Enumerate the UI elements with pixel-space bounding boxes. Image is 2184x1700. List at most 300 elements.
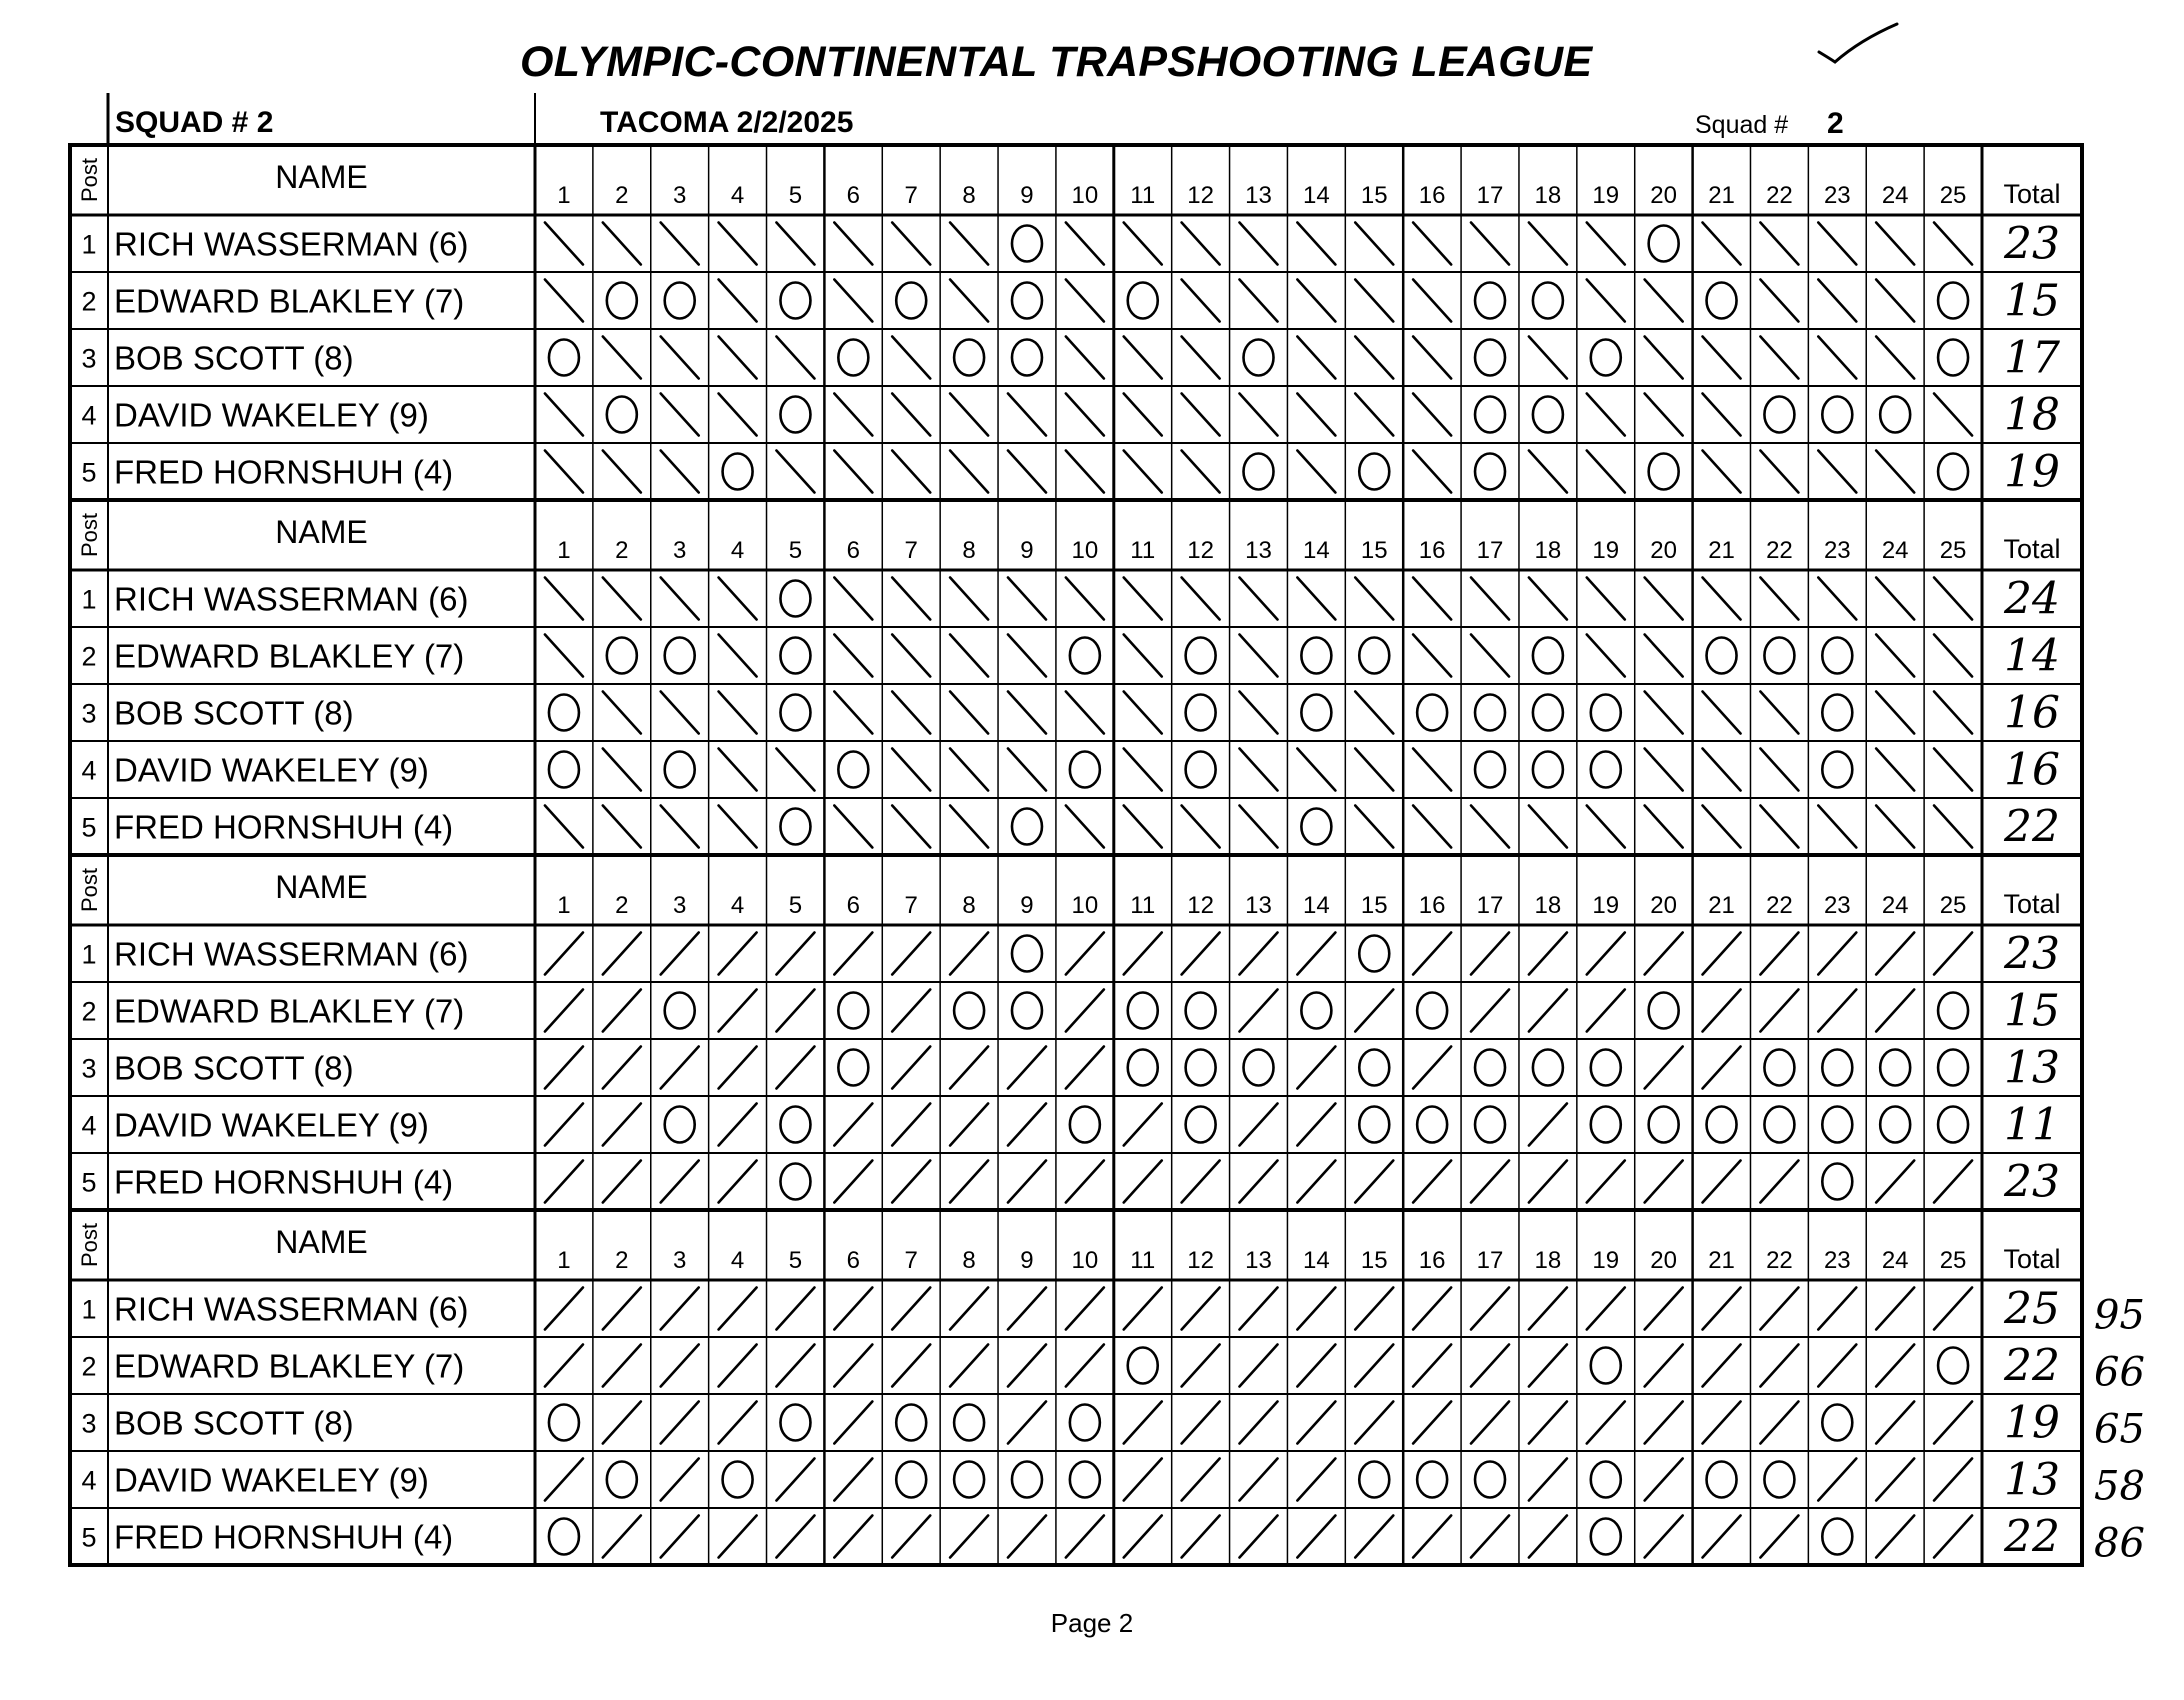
league-title: OLYMPIC-CONTINENTAL TRAPSHOOTING LEAGUE bbox=[520, 38, 1593, 86]
venue-date: TACOMA 2/2/2025 bbox=[600, 106, 854, 139]
target-number: 5 bbox=[788, 1247, 803, 1274]
shooter-row bbox=[81, 986, 2060, 1037]
missed-target-mark bbox=[1012, 809, 1042, 845]
hit-target-mark bbox=[1760, 223, 1798, 265]
target-number: 25 bbox=[1939, 1247, 1967, 1274]
hit-target-mark bbox=[719, 394, 757, 436]
round-total: 15 bbox=[2004, 985, 2060, 1037]
hit-target-mark bbox=[719, 1288, 757, 1330]
shooter-name: BOB SCOTT (8) bbox=[114, 339, 354, 377]
hit-target-mark bbox=[950, 1104, 988, 1146]
hit-target-mark bbox=[892, 1161, 930, 1203]
total-header: Total bbox=[2003, 889, 2061, 919]
hit-target-mark bbox=[1297, 451, 1335, 493]
hit-target-mark bbox=[1355, 692, 1393, 734]
hit-target-mark bbox=[1240, 578, 1278, 620]
hit-target-mark bbox=[1297, 749, 1335, 791]
hit-target-mark bbox=[1471, 806, 1509, 848]
hit-target-mark bbox=[1587, 1161, 1625, 1203]
hit-target-mark bbox=[1182, 1459, 1220, 1501]
missed-target-mark bbox=[838, 752, 868, 788]
hit-target-mark bbox=[661, 1402, 699, 1444]
hit-target-mark bbox=[1587, 806, 1625, 848]
hit-target-mark bbox=[545, 1161, 583, 1203]
hit-target-mark bbox=[1355, 1402, 1393, 1444]
hit-target-mark bbox=[1124, 933, 1162, 975]
hit-target-mark bbox=[834, 578, 872, 620]
hit-target-mark bbox=[1645, 1288, 1683, 1330]
name-header: NAME bbox=[275, 1224, 368, 1260]
missed-target-mark bbox=[1186, 752, 1216, 788]
target-number: 2 bbox=[615, 182, 629, 209]
target-number: 9 bbox=[1020, 1247, 1034, 1274]
shooter-name: EDWARD BLAKLEY (7) bbox=[114, 992, 465, 1030]
shooter-row bbox=[81, 1100, 2060, 1151]
missed-target-mark bbox=[1301, 993, 1331, 1029]
shooter-row bbox=[81, 802, 2060, 853]
missed-target-mark bbox=[1186, 638, 1216, 674]
hit-target-mark bbox=[1066, 806, 1104, 848]
hit-target-mark bbox=[1355, 280, 1393, 322]
hit-target-mark bbox=[892, 1288, 930, 1330]
missed-target-mark bbox=[1475, 283, 1505, 319]
hit-target-mark bbox=[1240, 806, 1278, 848]
hit-target-mark bbox=[1760, 1161, 1798, 1203]
round-total: 25 bbox=[2004, 1283, 2060, 1335]
round-block bbox=[70, 1210, 2145, 1567]
season-total: 95 bbox=[2094, 1292, 2145, 1339]
hit-target-mark bbox=[776, 1345, 814, 1387]
hit-target-mark bbox=[1182, 578, 1220, 620]
hit-target-mark bbox=[1818, 280, 1856, 322]
hit-target-mark bbox=[1934, 749, 1972, 791]
missed-target-mark bbox=[1649, 993, 1679, 1029]
target-number: 15 bbox=[1360, 892, 1388, 919]
target-number: 10 bbox=[1071, 892, 1099, 919]
hit-target-mark bbox=[1587, 990, 1625, 1032]
target-number: 7 bbox=[904, 182, 918, 209]
missed-target-mark bbox=[1186, 695, 1216, 731]
round-total: 18 bbox=[2004, 389, 2060, 441]
hit-target-mark bbox=[1529, 1288, 1567, 1330]
hit-target-mark bbox=[834, 1516, 872, 1558]
hit-target-mark bbox=[661, 933, 699, 975]
hit-target-mark bbox=[1355, 223, 1393, 265]
missed-target-mark bbox=[1822, 397, 1852, 433]
hit-target-mark bbox=[1703, 749, 1741, 791]
target-number: 20 bbox=[1650, 537, 1678, 564]
hit-target-mark bbox=[1066, 1047, 1104, 1089]
target-number: 12 bbox=[1187, 892, 1214, 919]
target-number: 5 bbox=[788, 537, 803, 564]
hit-target-mark bbox=[719, 692, 757, 734]
missed-target-mark bbox=[1533, 695, 1563, 731]
hit-target-mark bbox=[1413, 1047, 1451, 1089]
missed-target-mark bbox=[1070, 1405, 1100, 1441]
hit-target-mark bbox=[1471, 933, 1509, 975]
missed-target-mark bbox=[1591, 695, 1621, 731]
shooter-name: RICH WASSERMAN (6) bbox=[114, 1290, 469, 1328]
hit-target-mark bbox=[1297, 280, 1335, 322]
hit-target-mark bbox=[776, 1516, 814, 1558]
hit-target-mark bbox=[892, 692, 930, 734]
missed-target-mark bbox=[1475, 752, 1505, 788]
round-total: 22 bbox=[2004, 1511, 2060, 1563]
hit-target-mark bbox=[1413, 1161, 1451, 1203]
missed-target-mark bbox=[1764, 397, 1794, 433]
missed-target-mark bbox=[1591, 752, 1621, 788]
hit-target-mark bbox=[1703, 337, 1741, 379]
missed-target-mark bbox=[1186, 993, 1216, 1029]
missed-target-mark bbox=[838, 340, 868, 376]
hit-target-mark bbox=[834, 1459, 872, 1501]
hit-target-mark bbox=[1876, 806, 1914, 848]
hit-target-mark bbox=[1240, 635, 1278, 677]
hit-target-mark bbox=[834, 1104, 872, 1146]
hit-target-mark bbox=[1645, 1047, 1683, 1089]
hit-target-mark bbox=[545, 1047, 583, 1089]
hit-target-mark bbox=[1182, 1516, 1220, 1558]
hit-target-mark bbox=[1934, 1516, 1972, 1558]
hit-target-mark bbox=[1355, 1161, 1393, 1203]
hit-target-mark bbox=[1413, 337, 1451, 379]
hit-target-mark bbox=[1413, 394, 1451, 436]
missed-target-mark bbox=[780, 695, 810, 731]
hit-target-mark bbox=[834, 933, 872, 975]
hit-target-mark bbox=[1355, 1288, 1393, 1330]
hit-target-mark bbox=[1645, 635, 1683, 677]
hit-target-mark bbox=[1297, 223, 1335, 265]
target-number: 18 bbox=[1534, 182, 1562, 209]
hit-target-mark bbox=[1182, 806, 1220, 848]
missed-target-mark bbox=[1475, 1462, 1505, 1498]
hit-target-mark bbox=[545, 451, 583, 493]
hit-target-mark bbox=[1529, 933, 1567, 975]
hit-target-mark bbox=[1876, 1516, 1914, 1558]
hit-target-mark bbox=[1529, 1161, 1567, 1203]
hit-target-mark bbox=[1818, 1459, 1856, 1501]
target-number: 15 bbox=[1360, 537, 1388, 564]
target-number: 4 bbox=[730, 892, 745, 919]
hit-target-mark bbox=[1124, 1288, 1162, 1330]
missed-target-mark bbox=[780, 283, 810, 319]
hit-target-mark bbox=[1240, 1345, 1278, 1387]
missed-target-mark bbox=[607, 283, 637, 319]
shooter-name: DAVID WAKELEY (9) bbox=[114, 1461, 429, 1499]
shooter-row bbox=[81, 1157, 2060, 1208]
hit-target-mark bbox=[1297, 1402, 1335, 1444]
hit-target-mark bbox=[603, 451, 641, 493]
target-number: 17 bbox=[1476, 182, 1504, 209]
target-number: 1 bbox=[557, 1247, 571, 1274]
missed-target-mark bbox=[1012, 226, 1042, 262]
hit-target-mark bbox=[1066, 1288, 1104, 1330]
target-number: 15 bbox=[1360, 1247, 1388, 1274]
missed-target-mark bbox=[665, 752, 695, 788]
hit-target-mark bbox=[603, 1288, 641, 1330]
target-number: 21 bbox=[1708, 537, 1735, 564]
missed-target-mark bbox=[1301, 809, 1331, 845]
hit-target-mark bbox=[1124, 635, 1162, 677]
hit-target-mark bbox=[545, 280, 583, 322]
post-header: Post bbox=[77, 157, 102, 203]
missed-target-mark bbox=[1359, 1462, 1389, 1498]
target-number: 12 bbox=[1187, 1247, 1214, 1274]
hit-target-mark bbox=[719, 635, 757, 677]
hit-target-mark bbox=[1760, 990, 1798, 1032]
hit-target-mark bbox=[1818, 933, 1856, 975]
hit-target-mark bbox=[1529, 1516, 1567, 1558]
hit-target-mark bbox=[834, 692, 872, 734]
hit-target-mark bbox=[1124, 578, 1162, 620]
hit-target-mark bbox=[1413, 223, 1451, 265]
hit-target-mark bbox=[1413, 806, 1451, 848]
missed-target-mark bbox=[1012, 340, 1042, 376]
missed-target-mark bbox=[1822, 1519, 1852, 1555]
post-number: 4 bbox=[81, 755, 97, 786]
post-number: 1 bbox=[81, 939, 97, 970]
hit-target-mark bbox=[719, 337, 757, 379]
hit-target-mark bbox=[1413, 1345, 1451, 1387]
missed-target-mark bbox=[954, 1462, 984, 1498]
hit-target-mark bbox=[1703, 394, 1741, 436]
hit-target-mark bbox=[892, 1104, 930, 1146]
hit-target-mark bbox=[1529, 578, 1567, 620]
hit-target-mark bbox=[719, 223, 757, 265]
missed-target-mark bbox=[1359, 638, 1389, 674]
target-number: 11 bbox=[1130, 892, 1156, 919]
hit-target-mark bbox=[1008, 749, 1046, 791]
hit-target-mark bbox=[1182, 1402, 1220, 1444]
hit-target-mark bbox=[892, 223, 930, 265]
missed-target-mark bbox=[1880, 1107, 1910, 1143]
hit-target-mark bbox=[1760, 451, 1798, 493]
hit-target-mark bbox=[776, 337, 814, 379]
hit-target-mark bbox=[1645, 933, 1683, 975]
hit-target-mark bbox=[1008, 1161, 1046, 1203]
hit-target-mark bbox=[1703, 990, 1741, 1032]
hit-target-mark bbox=[603, 692, 641, 734]
hit-target-mark bbox=[892, 749, 930, 791]
hit-target-mark bbox=[834, 806, 872, 848]
post-number: 1 bbox=[81, 229, 97, 260]
hit-target-mark bbox=[950, 578, 988, 620]
shooter-row bbox=[81, 929, 2060, 980]
hit-target-mark bbox=[1066, 337, 1104, 379]
hit-target-mark bbox=[1760, 1516, 1798, 1558]
hit-target-mark bbox=[661, 1288, 699, 1330]
hit-target-mark bbox=[1818, 223, 1856, 265]
hit-target-mark bbox=[1066, 933, 1104, 975]
hit-target-mark bbox=[1587, 933, 1625, 975]
squad-number-value: 2 bbox=[1827, 107, 1844, 140]
target-number: 25 bbox=[1939, 892, 1967, 919]
hit-target-mark bbox=[661, 578, 699, 620]
hit-target-mark bbox=[1413, 451, 1451, 493]
target-number: 19 bbox=[1592, 182, 1620, 209]
target-number: 16 bbox=[1418, 182, 1446, 209]
hit-target-mark bbox=[1876, 692, 1914, 734]
hit-target-mark bbox=[950, 692, 988, 734]
name-header: NAME bbox=[275, 514, 368, 550]
hit-target-mark bbox=[1471, 1516, 1509, 1558]
hit-target-mark bbox=[1471, 223, 1509, 265]
target-number: 20 bbox=[1650, 1247, 1678, 1274]
hit-target-mark bbox=[892, 1345, 930, 1387]
hit-target-mark bbox=[661, 337, 699, 379]
hit-target-mark bbox=[1124, 223, 1162, 265]
hit-target-mark bbox=[1182, 223, 1220, 265]
hit-target-mark bbox=[834, 394, 872, 436]
target-number: 3 bbox=[673, 537, 687, 564]
hit-target-mark bbox=[1934, 223, 1972, 265]
total-header: Total bbox=[2003, 1244, 2061, 1274]
hit-target-mark bbox=[545, 1345, 583, 1387]
hit-target-mark bbox=[834, 223, 872, 265]
target-number: 13 bbox=[1245, 1247, 1272, 1274]
missed-target-mark bbox=[896, 1405, 926, 1441]
squad-number-label: Squad # bbox=[1695, 111, 1789, 139]
hit-target-mark bbox=[1413, 280, 1451, 322]
hit-target-mark bbox=[1182, 280, 1220, 322]
hit-target-mark bbox=[1529, 1459, 1567, 1501]
target-number: 8 bbox=[962, 182, 976, 209]
missed-target-mark bbox=[1244, 340, 1274, 376]
hit-target-mark bbox=[603, 806, 641, 848]
hit-target-mark bbox=[1297, 578, 1335, 620]
post-number: 5 bbox=[81, 457, 97, 488]
hit-target-mark bbox=[603, 1104, 641, 1146]
missed-target-mark bbox=[1707, 1107, 1737, 1143]
hit-target-mark bbox=[1876, 578, 1914, 620]
hit-target-mark bbox=[1876, 1402, 1914, 1444]
hit-target-mark bbox=[719, 1516, 757, 1558]
missed-target-mark bbox=[780, 581, 810, 617]
target-number: 20 bbox=[1650, 892, 1678, 919]
hit-target-mark bbox=[1760, 692, 1798, 734]
hit-target-mark bbox=[1240, 1402, 1278, 1444]
missed-target-mark bbox=[1822, 1405, 1852, 1441]
hit-target-mark bbox=[545, 223, 583, 265]
hit-target-mark bbox=[1471, 1288, 1509, 1330]
missed-target-mark bbox=[1938, 1107, 1968, 1143]
shooter-name: RICH WASSERMAN (6) bbox=[114, 225, 469, 263]
hit-target-mark bbox=[661, 692, 699, 734]
hit-target-mark bbox=[776, 933, 814, 975]
target-number: 8 bbox=[962, 1247, 976, 1274]
target-number: 7 bbox=[904, 537, 918, 564]
hit-target-mark bbox=[776, 990, 814, 1032]
missed-target-mark bbox=[1591, 1050, 1621, 1086]
hit-target-mark bbox=[1818, 451, 1856, 493]
target-number: 17 bbox=[1476, 892, 1504, 919]
hit-target-mark bbox=[545, 1288, 583, 1330]
target-number: 13 bbox=[1245, 182, 1272, 209]
target-number: 22 bbox=[1766, 892, 1793, 919]
missed-target-mark bbox=[723, 1462, 753, 1498]
shooter-name: FRED HORNSHUH (4) bbox=[114, 808, 454, 846]
missed-target-mark bbox=[838, 1050, 868, 1086]
shooter-name: BOB SCOTT (8) bbox=[114, 1404, 354, 1442]
target-number: 1 bbox=[557, 892, 571, 919]
missed-target-mark bbox=[1533, 1050, 1563, 1086]
hit-target-mark bbox=[1240, 1161, 1278, 1203]
post-number: 2 bbox=[81, 641, 97, 672]
missed-target-mark bbox=[1938, 1348, 1968, 1384]
missed-target-mark bbox=[1533, 752, 1563, 788]
hit-target-mark bbox=[1355, 394, 1393, 436]
round-total: 22 bbox=[2004, 801, 2060, 853]
hit-target-mark bbox=[1240, 990, 1278, 1032]
hit-target-mark bbox=[834, 451, 872, 493]
hit-target-mark bbox=[1240, 394, 1278, 436]
hit-target-mark bbox=[1297, 1288, 1335, 1330]
hit-target-mark bbox=[1529, 1104, 1567, 1146]
target-number: 16 bbox=[1418, 892, 1446, 919]
hit-target-mark bbox=[603, 933, 641, 975]
missed-target-mark bbox=[1649, 226, 1679, 262]
round-total: 19 bbox=[2004, 446, 2060, 498]
missed-target-mark bbox=[1417, 695, 1447, 731]
hit-target-mark bbox=[1471, 635, 1509, 677]
missed-target-mark bbox=[1475, 1107, 1505, 1143]
season-total: 86 bbox=[2094, 1520, 2145, 1567]
missed-target-mark bbox=[549, 340, 579, 376]
target-number: 19 bbox=[1592, 537, 1620, 564]
missed-target-mark bbox=[1938, 283, 1968, 319]
hit-target-mark bbox=[719, 578, 757, 620]
hit-target-mark bbox=[1934, 692, 1972, 734]
hit-target-mark bbox=[892, 806, 930, 848]
target-number: 4 bbox=[730, 182, 745, 209]
hit-target-mark bbox=[719, 749, 757, 791]
hit-target-mark bbox=[661, 1161, 699, 1203]
hit-target-mark bbox=[1587, 223, 1625, 265]
shooter-name: FRED HORNSHUH (4) bbox=[114, 1163, 454, 1201]
hit-target-mark bbox=[1413, 933, 1451, 975]
hit-target-mark bbox=[1645, 280, 1683, 322]
hit-target-mark bbox=[1355, 749, 1393, 791]
target-number: 6 bbox=[846, 182, 861, 209]
hit-target-mark bbox=[1876, 1345, 1914, 1387]
hit-target-mark bbox=[1645, 806, 1683, 848]
missed-target-mark bbox=[607, 1462, 637, 1498]
post-number: 4 bbox=[81, 1110, 97, 1141]
shooter-row bbox=[81, 574, 2060, 625]
missed-target-mark bbox=[1880, 397, 1910, 433]
target-number: 2 bbox=[615, 892, 629, 919]
shooter-name: FRED HORNSHUH (4) bbox=[114, 453, 454, 491]
missed-target-mark bbox=[1475, 340, 1505, 376]
hit-target-mark bbox=[1124, 749, 1162, 791]
target-number: 24 bbox=[1881, 892, 1909, 919]
hit-target-mark bbox=[1934, 1288, 1972, 1330]
missed-target-mark bbox=[780, 1164, 810, 1200]
hit-target-mark bbox=[1587, 394, 1625, 436]
post-header: Post bbox=[77, 512, 102, 558]
missed-target-mark bbox=[954, 340, 984, 376]
hit-target-mark bbox=[776, 451, 814, 493]
target-number: 11 bbox=[1130, 537, 1156, 564]
hit-target-mark bbox=[603, 578, 641, 620]
hit-target-mark bbox=[950, 1345, 988, 1387]
hit-target-mark bbox=[719, 1345, 757, 1387]
shooter-name: BOB SCOTT (8) bbox=[114, 1049, 354, 1087]
target-number: 20 bbox=[1650, 182, 1678, 209]
hit-target-mark bbox=[1934, 1402, 1972, 1444]
hit-target-mark bbox=[1297, 1104, 1335, 1146]
hit-target-mark bbox=[834, 1161, 872, 1203]
